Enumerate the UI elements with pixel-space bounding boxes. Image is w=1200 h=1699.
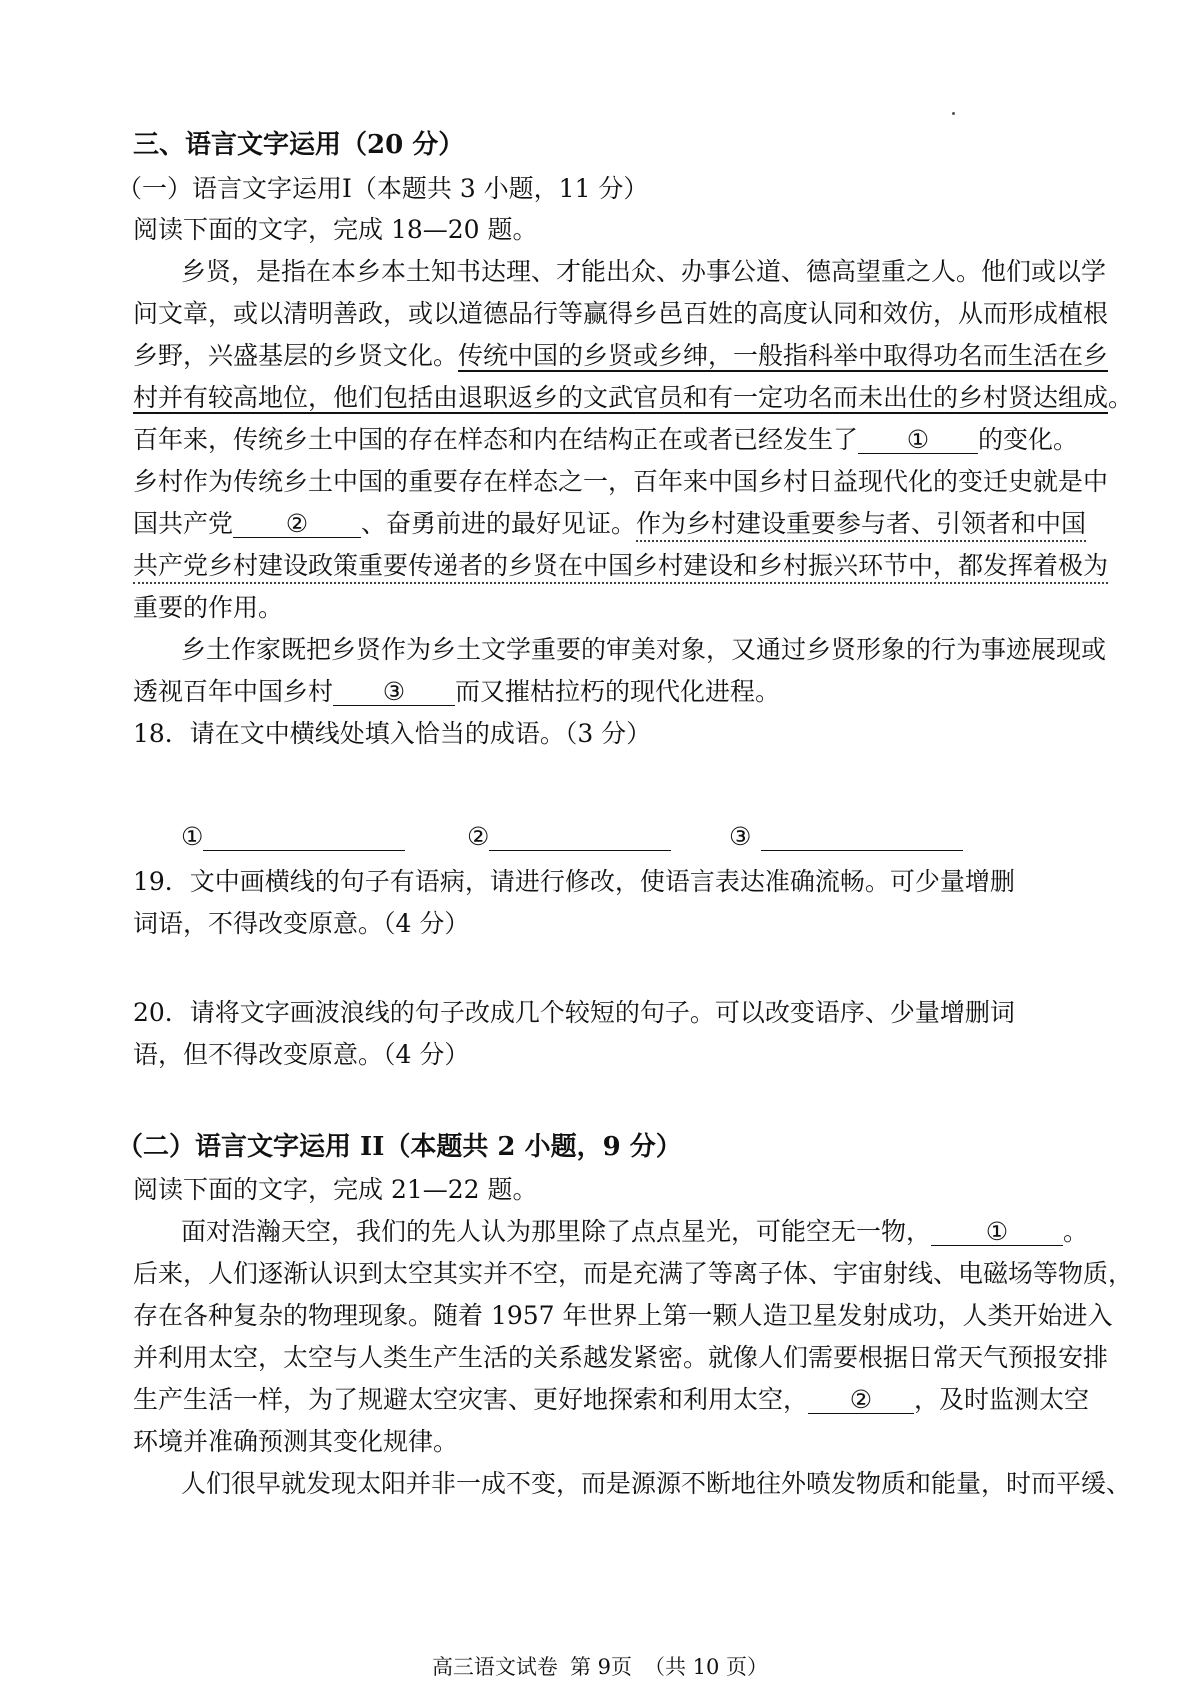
passage-line: 重要的作用。 (133, 593, 284, 622)
question-19: 19．文中画横线的句子有语病，请进行修改，使语言表达准确流畅。可少量增删 (133, 867, 1015, 896)
part2-instruction: 阅读下面的文字，完成 21—22 题。 (133, 1175, 538, 1204)
passage-line (133, 1384, 1093, 1416)
footer-total: （共 10 页） (643, 1655, 769, 1679)
q18-answer-row (181, 822, 1081, 862)
answer-slot-2[interactable] (467, 822, 671, 851)
question-18: 18．请在文中横线处填入恰当的成语。（3 分） (133, 719, 652, 748)
answer-line-1[interactable] (203, 824, 405, 851)
fill-blank-3[interactable]: ③ (333, 679, 455, 706)
passage-text: ，及时监测太空 (914, 1385, 1090, 1414)
passage-text: 透视百年中国乡村 (133, 677, 334, 706)
underlined-sentence: 村并有较高地位，他们包括由退职返乡的文武官员和有一定功名而未出仕的乡村贤达组成 (133, 383, 1109, 412)
answer-mark-2: ② (467, 822, 490, 851)
answer-slot-3[interactable] (729, 822, 963, 851)
passage-text: 、奋勇前进的最好见证。 (361, 509, 637, 538)
fill-blank-1[interactable]: ① (858, 427, 978, 454)
passage-line (133, 340, 1109, 372)
answer-slot-1[interactable] (181, 822, 405, 851)
passage-line (133, 424, 1093, 456)
scan-speck (952, 112, 955, 115)
passage-line: 乡贤，是指在本乡本土知书达理、才能出众、办事公道、德高望重之人。他们或以学 (181, 257, 1107, 286)
passage-line: 环境并准确预测其变化规律。 (133, 1427, 459, 1456)
footer-title: 高三语文试卷 (431, 1655, 558, 1679)
wavy-sentence: 共产党乡村建设政策重要传递者的乡贤在中国乡村建设和乡村振兴环节中，都发挥着极为 (133, 551, 1108, 584)
part1-instruction: 阅读下面的文字，完成 18—20 题。 (133, 215, 538, 244)
underlined-sentence: 传统中国的乡贤或乡绅，一般指科举中取得功名而生活在乡 (458, 341, 1109, 370)
wavy-sentence: 作为乡村建设重要参与者、引领者和中国 (636, 509, 1086, 542)
passage-line (181, 1216, 1093, 1248)
passage-line (133, 676, 1093, 708)
passage-line (133, 382, 1134, 414)
question-20: 20．请将文字画波浪线的句子改成几个较短的句子。可以改变语序、少量增删词 (133, 998, 1015, 1027)
passage-line (133, 508, 1093, 540)
passage-line: 后来，人们逐渐认识到太空其实并不空，而是充满了等离子体、宇宙射线、电磁场等物质， (133, 1259, 1134, 1288)
fill-blank-21-2[interactable]: ② (808, 1387, 914, 1414)
answer-mark-3: ③ (729, 822, 752, 851)
passage-text: 的变化。 (978, 425, 1079, 454)
question-19-cont: 词语，不得改变原意。（4 分） (133, 909, 470, 938)
passage-line: 人们很早就发现太阳并非一成不变，而是源源不断地往外喷发物质和能量，时而平缓、 (181, 1469, 1132, 1498)
answer-line-3[interactable] (761, 824, 963, 851)
fill-blank-21-1[interactable]: ① (931, 1219, 1063, 1246)
passage-line: 并利用太空，太空与人类生产生活的关系越发紧密。就像人们需要根据日常天气预报安排 (133, 1343, 1109, 1372)
passage-text: 。 (1108, 383, 1134, 412)
passage-text: 国共产党 (133, 509, 234, 538)
passage-text: 乡野，兴盛基层的乡贤文化。 (133, 341, 459, 370)
page-footer (0, 1653, 1200, 1681)
part2-heading: （二）语言文字运用 II（本题共 2 小题，9 分） (117, 1132, 682, 1162)
passage-text: 生产生活一样，为了规避太空灾害、更好地探索和利用太空， (133, 1385, 809, 1414)
passage-line: 乡土作家既把乡贤作为乡土文学重要的审美对象，又通过乡贤形象的行为事迹展现或 (181, 635, 1107, 664)
passage-line: 存在各种复杂的物理现象。随着 1957 年世界上第一颗人造卫星发射成功，人类开始进入 (133, 1301, 1113, 1330)
part1-heading: （一）语言文字运用I（本题共 3 小题，11 分） (117, 174, 649, 203)
question-20-cont: 语，但不得改变原意。（4 分） (133, 1040, 470, 1069)
passage-line (133, 550, 1109, 582)
passage-text: 面对浩瀚天空，我们的先人认为那里除了点点星光，可能空无一物， (181, 1217, 932, 1246)
passage-line: 问文章，或以清明善政，或以道德品行等赢得乡邑百姓的高度认同和效仿，从而形成植根 (133, 299, 1109, 328)
answer-mark-1: ① (181, 822, 204, 851)
section-title: 三、语言文字运用（20 分） (133, 130, 465, 160)
passage-text: 。 (1063, 1217, 1089, 1246)
answer-line-2[interactable] (489, 824, 671, 851)
footer-page: 第 9页 (569, 1655, 632, 1679)
passage-text: 百年来，传统乡土中国的存在样态和内在结构正在或者已经发生了 (133, 425, 859, 454)
passage-text: 而又摧枯拉朽的现代化进程。 (455, 677, 781, 706)
passage-line: 乡村作为传统乡土中国的重要存在样态之一，百年来中国乡村日益现代化的变迁史就是中 (133, 467, 1109, 496)
fill-blank-2[interactable]: ② (233, 511, 361, 538)
